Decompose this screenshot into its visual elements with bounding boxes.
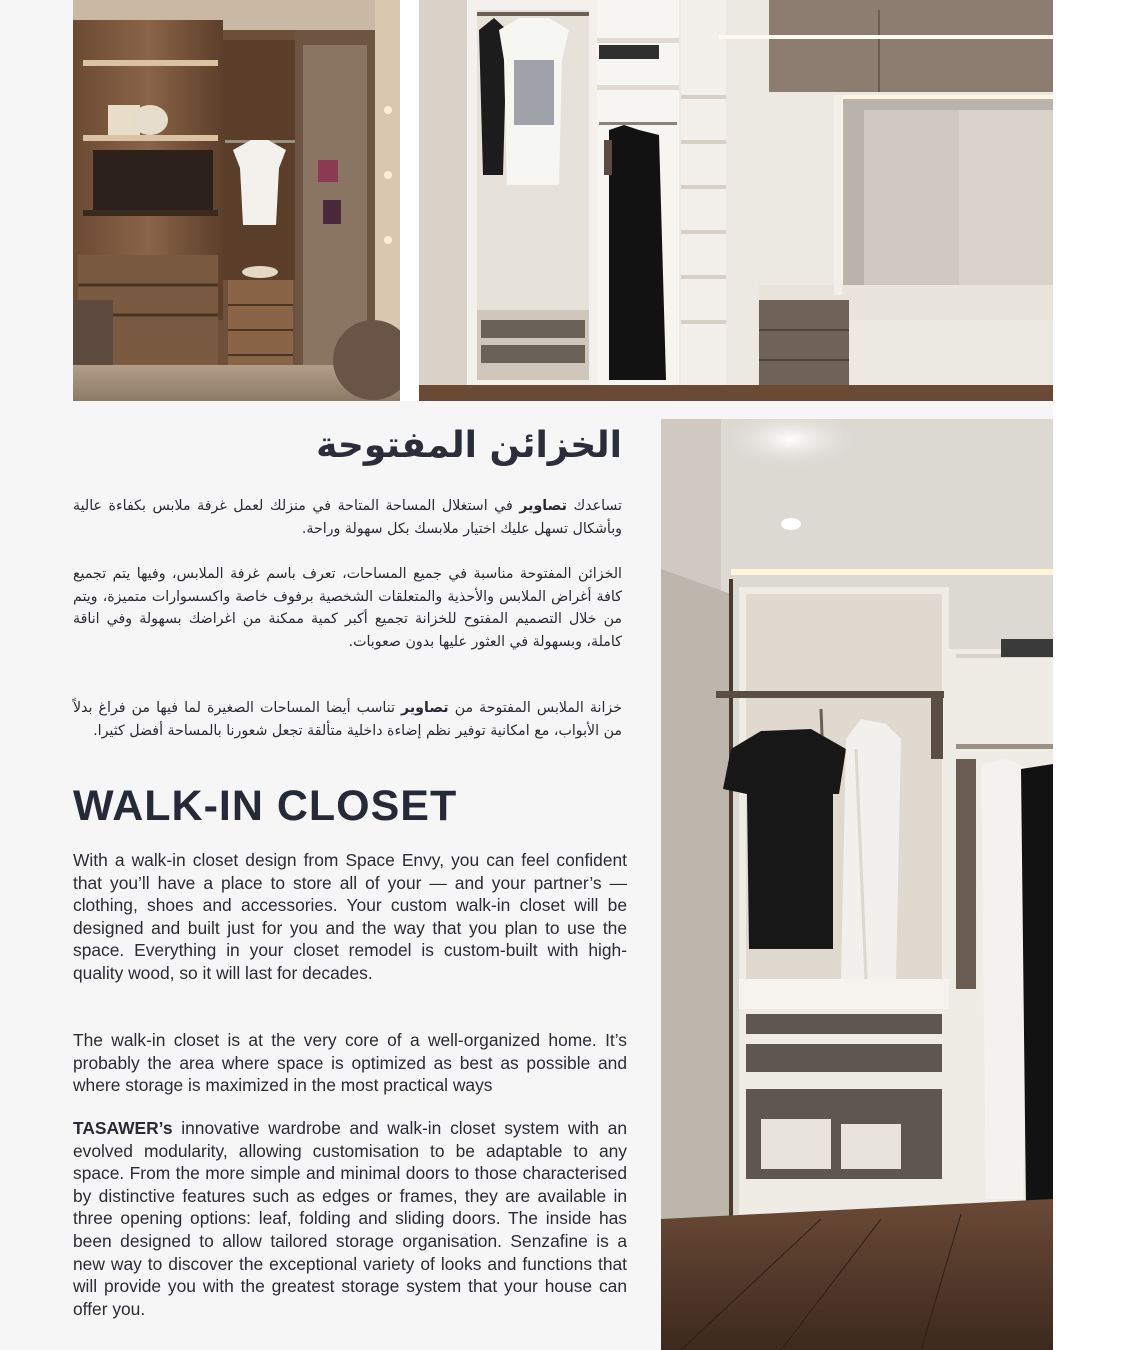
english-p3-text: innovative wardrobe and walk-in closet system with an evolved modularity, allowing customisation to be adaptable to any space. From the more simple and minimal doors to those characterised by distinctive features such as edges or frames, they are available in three opening options: leaf, folding and sliding doors. The inside has been designed to allow tailored storage organisation. Senzafine is a new way to discover the exceptional variety of looks and functions that will provide you with the greatest storage system that your house can offer you. [73, 1118, 627, 1319]
walk-in-closet-photo [661, 419, 1053, 1350]
arabic-p3-text: خزانة الملابس المفتوحة من [448, 700, 622, 716]
right-margin [1053, 0, 1127, 1350]
white-closet-mirror-photo [419, 0, 1053, 401]
arabic-paragraph-1 [73, 495, 622, 540]
english-paragraph-3 [73, 1117, 627, 1320]
english-paragraph-2: The walk-in closet is at the very core of a well-organized home. It’s probably the area where space is optimized as best as possible and where storage is maximized in the most practical ways [73, 1030, 627, 1096]
gutter [400, 0, 419, 401]
english-paragraph-1: With a walk-in closet design from Space Envy, you can feel confident that you’ll have a place to store all of your — and your partner’s — clothing, shoes and accessories. Your custom walk-in closet will be designed and built just for you and the way that you plan to use the space. Everything in your closet remodel is custom-built with high-quality wood, so it will last for decades. [73, 850, 627, 983]
english-title: WALK-IN CLOSET [73, 782, 458, 830]
english-brand: TASAWER’s [73, 1118, 173, 1138]
arabic-p3-text-end: تناسب أيضا المساحات الصغيرة لما فيها من فراغ بدلاً من الأبواب، مع امكانية توفير نظم إضاءة داخلية متألقة تجعل شعورنا بالمساحة أفضل كثيرا. [73, 700, 622, 739]
arabic-p1-text: تساعدك [566, 498, 623, 514]
arabic-title: الخزائن المفتوحة [316, 425, 622, 466]
arabic-paragraph-3 [73, 697, 622, 742]
wood-closet-photo [73, 0, 400, 401]
arabic-brand: تصاوير [519, 498, 567, 514]
arabic-brand: تصاوير [401, 700, 449, 716]
arabic-paragraph-2: الخزائن المفتوحة مناسبة في جميع المساحات، تعرف باسم غرفة الملابس، وفيها يتم تجميع كافة أغراض الملابس والأحذية والمتعلقات الشخصية برفوف خاصة واكسسوارات متميزة، ويتم من خلال التصميم المفتوح للخزانة تجميع أكبر كمية ممكنة من اغراضك بسهولة وفي اناقة كاملة، وبسهولة في العثور عليها بدون صعوبات. [73, 566, 622, 650]
arabic-p1-text-end: في استغلال المساحة المتاحة في منزلك لعمل غرفة ملابس بكفاءة عالية وبأشكال تسهل عليك اختيار ملابسك بكل سهولة وراحة. [73, 498, 622, 537]
